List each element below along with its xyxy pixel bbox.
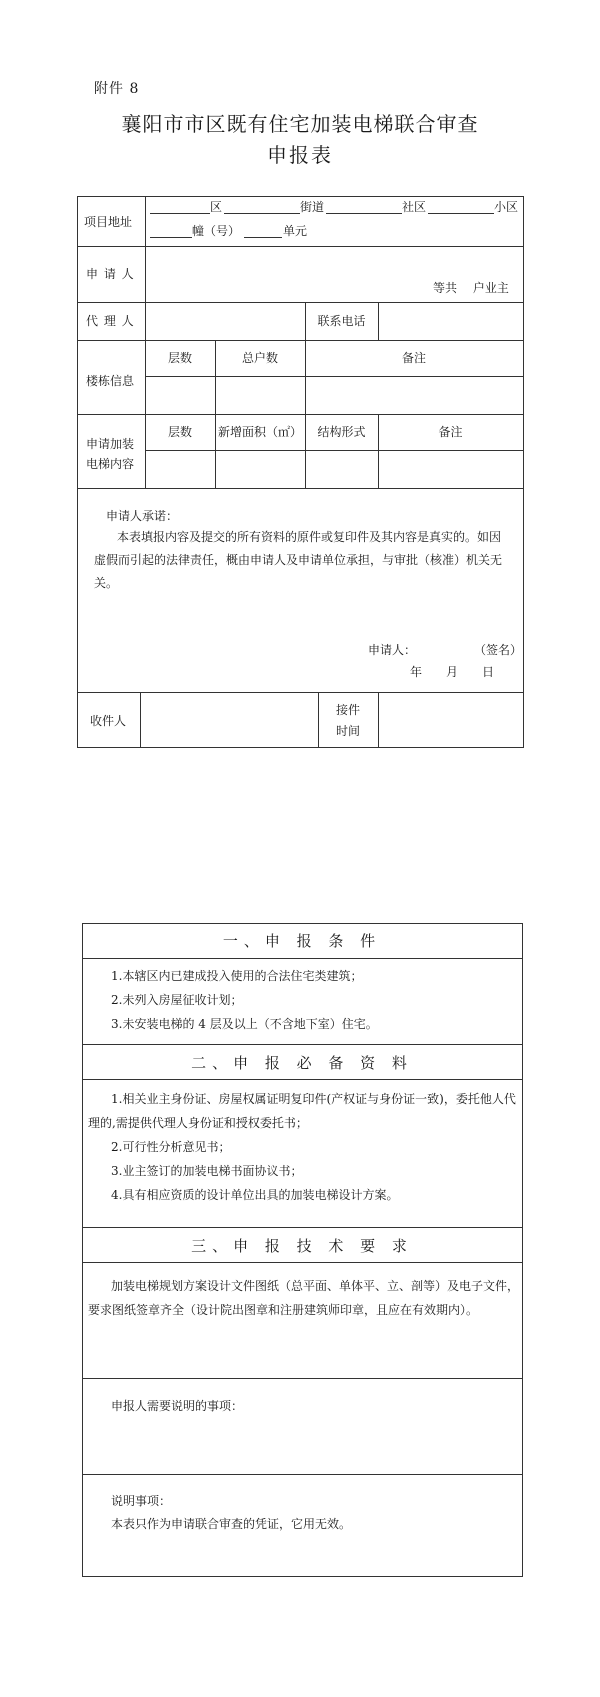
row-divider (82, 958, 523, 959)
row-divider (82, 1227, 523, 1228)
receive-time-label-2: 时间 (335, 724, 360, 738)
phone-label: 联系电话 (317, 314, 366, 328)
elevator-remarks-header: 备注 (438, 425, 463, 439)
district-label: 区 (210, 200, 223, 214)
phone-field[interactable] (379, 303, 523, 339)
unit-blank[interactable] (244, 237, 282, 238)
box-border-bottom (82, 1576, 523, 1577)
section2-item1-line1: 1.相关业主身份证、房屋权属证明复印件(产权证与身份证一致)，委托他人代 (111, 1092, 516, 1106)
box-border-top (82, 923, 523, 924)
compound-label: 小区 (494, 200, 519, 214)
pledge-title: 申请人承诺： (106, 509, 179, 523)
unit-label: 单元 (283, 224, 308, 238)
applicant-notes-field[interactable] (84, 1420, 520, 1472)
explanation-text: 本表只作为申请联合审查的凭证，它用无效。 (111, 1517, 352, 1531)
receive-time-field[interactable] (379, 693, 522, 747)
remarks-field[interactable] (306, 377, 522, 413)
section2-item: 3.业主签订的加装电梯书面协议书； (111, 1164, 303, 1178)
project-address-label: 项目地址 (84, 215, 133, 229)
building-info-label: 楼栋信息 (86, 374, 135, 388)
floors-field[interactable] (146, 377, 214, 413)
section3-text-line2: 要求图纸签章齐全（设计院出图章和注册建筑师印章，且应在有效期内）。 (88, 1303, 479, 1317)
signature-label: 申请人： (368, 643, 417, 657)
section2-item: 2.可行性分析意见书； (111, 1140, 231, 1154)
row-divider (82, 1474, 523, 1475)
agent-label: 代 理 人 (86, 314, 135, 328)
receive-time-label-1: 接件 (335, 703, 360, 717)
street-label: 街道 (300, 200, 325, 214)
row-divider (82, 1079, 523, 1080)
structure-field[interactable] (306, 451, 377, 487)
box-border-right (522, 923, 523, 1577)
section3-title: 三、申 报 技 术 要 求 (191, 1237, 413, 1255)
receiver-field[interactable] (141, 693, 317, 747)
floors-header: 层数 (167, 351, 192, 365)
label-column-divider (145, 196, 146, 489)
community-blank[interactable] (326, 213, 402, 214)
table-border-left (77, 196, 78, 748)
elevator-floors-header: 层数 (167, 425, 192, 439)
receiver-label: 收件人 (90, 714, 127, 728)
section2-title: 二、申 报 必 备 资 料 (191, 1054, 413, 1072)
elevator-remarks-field[interactable] (379, 451, 522, 487)
households-header: 总户数 (241, 351, 278, 365)
building-label: 幢（号） (192, 224, 241, 238)
section1-item: 1.本辖区内已建成投入使用的合法住宅类建筑； (111, 969, 363, 983)
table-border-bottom (77, 747, 524, 748)
district-blank[interactable] (150, 213, 210, 214)
applicant-notes-label: 申报人需要说明的事项： (111, 1399, 244, 1413)
elevator-content-label-2: 电梯内容 (86, 457, 135, 471)
date-label: 年 月 日 (410, 665, 495, 679)
street-blank[interactable] (224, 213, 300, 214)
signature-field[interactable] (420, 640, 470, 658)
elevator-content-label-1: 申请加装 (86, 437, 135, 451)
row-divider (82, 1262, 523, 1263)
page-title: 襄阳市市区既有住宅加装电梯联合审查 (121, 112, 479, 136)
section2-item1-line2: 理的,需提供代理人身份证和授权委托书； (88, 1116, 308, 1130)
applicant-label: 申 请 人 (86, 267, 135, 281)
elevator-floors-field[interactable] (146, 451, 214, 487)
section1-item: 2.未列入房屋征收计划； (111, 993, 243, 1007)
section2-item: 4.具有相应资质的设计单位出具的加装电梯设计方案。 (111, 1188, 399, 1202)
row-divider (82, 1044, 523, 1045)
signature-hint: （签名） (474, 643, 523, 657)
row-divider (82, 1378, 523, 1379)
new-area-field[interactable] (216, 451, 304, 487)
section1-title: 一、申 报 条 件 (222, 932, 382, 950)
attachment-number: 附件 8 (94, 81, 140, 97)
households-field[interactable] (216, 377, 304, 413)
community-label: 社区 (402, 200, 427, 214)
compound-blank[interactable] (428, 213, 494, 214)
agent-field[interactable] (146, 303, 304, 339)
remarks-header: 备注 (401, 351, 426, 365)
pledge-text-line1: 本表填报内容及提交的所有资料的原件或复印件及其内容是真实的。如因 (117, 530, 502, 544)
section1-item: 3.未安装电梯的 4 层及以上（不含地下室）住宅。 (111, 1017, 378, 1031)
new-area-header: 新增面积（㎡） (217, 425, 302, 439)
building-blank[interactable] (150, 237, 192, 238)
section3-text-line1: 加装电梯规划方案设计文件图纸（总平面、单体平、立、剖等）及电子文件， (111, 1279, 520, 1293)
pledge-text-line2: 虚假而引起的法律责任，概由申请人及申请单位承担，与审批（核准）机关无 (94, 553, 503, 567)
structure-header: 结构形式 (317, 425, 366, 439)
pledge-text-line3: 关。 (94, 576, 119, 590)
applicant-owner-count: 等共 户业主 (433, 281, 509, 295)
column-divider (318, 692, 319, 748)
page-subtitle: 申报表 (267, 143, 333, 167)
table-border-right (523, 196, 524, 748)
explanation-label: 说明事项： (111, 1494, 172, 1508)
